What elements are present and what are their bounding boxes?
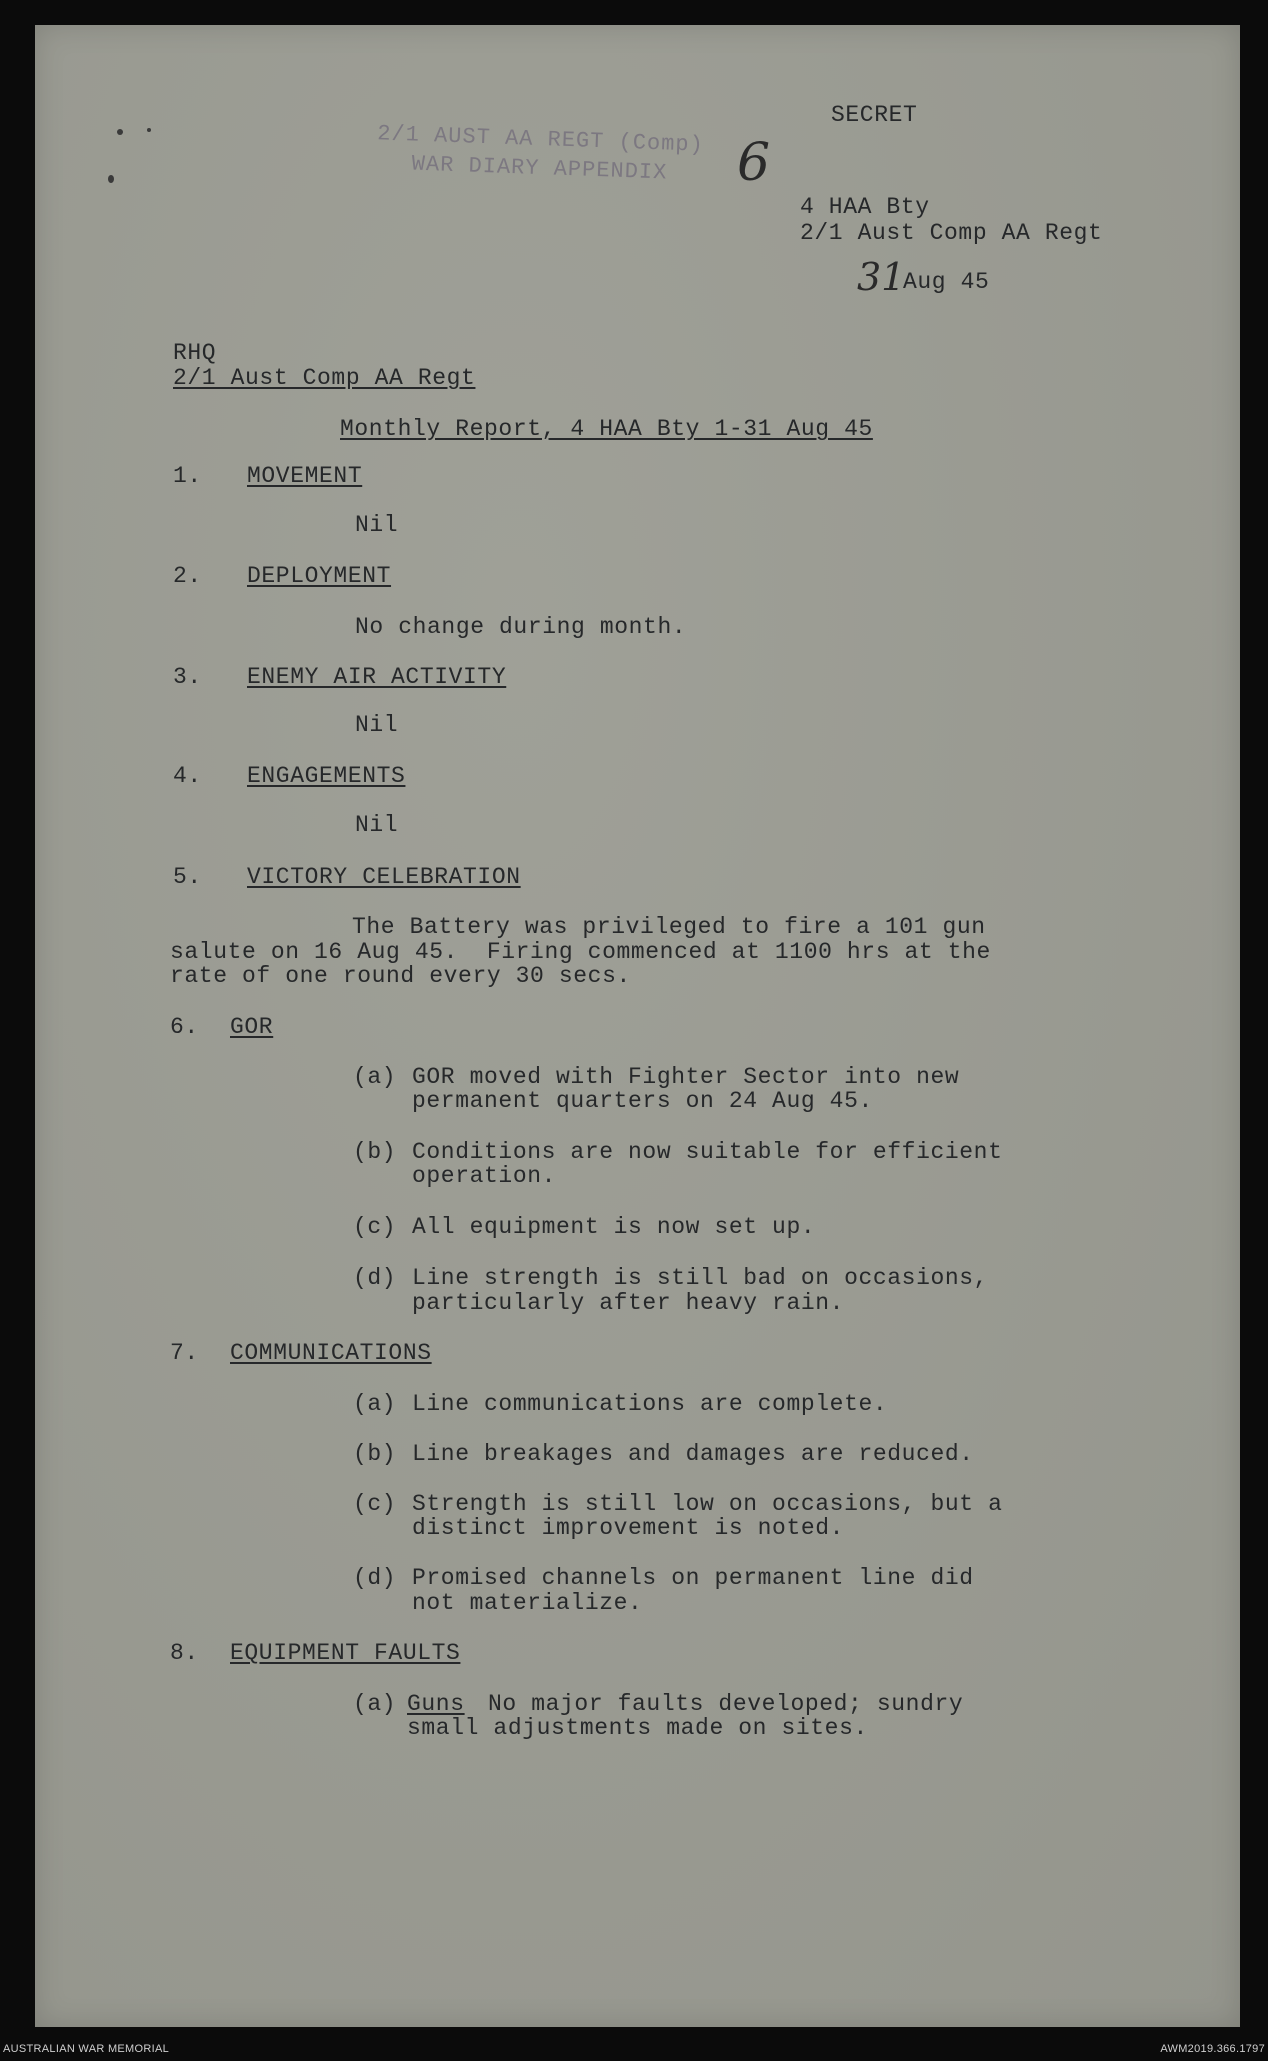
section-6-heading: GOR bbox=[230, 1014, 274, 1040]
stamp-line-1: 2/1 AUST AA REGT (Comp) bbox=[376, 121, 705, 158]
report-title: Monthly Report, 4 HAA Bty 1-31 Aug 45 bbox=[340, 416, 873, 442]
item-line: permanent quarters on 24 Aug 45. bbox=[412, 1088, 873, 1114]
section-1-heading: MOVEMENT bbox=[247, 463, 363, 489]
item-label: (c) bbox=[353, 1214, 397, 1240]
section-2-heading: DEPLOYMENT bbox=[247, 563, 392, 589]
section-2-body: No change during month. bbox=[355, 614, 687, 640]
footer-institution: AUSTRALIAN WAR MEMORIAL bbox=[3, 2043, 170, 2055]
item-label: (b) bbox=[353, 1139, 397, 1165]
from-regiment: 2/1 Aust Comp AA Regt bbox=[800, 220, 1103, 246]
handwritten-appendix-number: 6 bbox=[737, 133, 771, 193]
item-line: Promised channels on permanent line did bbox=[412, 1565, 974, 1591]
item-line: No major faults developed; sundry bbox=[488, 1691, 964, 1717]
section-7-number: 7. bbox=[170, 1340, 199, 1366]
item-line: small adjustments made on sites. bbox=[407, 1715, 868, 1741]
section-8-heading: EQUIPMENT FAULTS bbox=[230, 1640, 461, 1666]
item-line: distinct improvement is noted. bbox=[412, 1515, 845, 1541]
section-1-body: Nil bbox=[355, 512, 399, 538]
item-label: (d) bbox=[353, 1265, 397, 1291]
from-unit: 4 HAA Bty bbox=[800, 194, 930, 220]
section-4-body: Nil bbox=[355, 812, 399, 838]
section-4-number: 4. bbox=[173, 763, 202, 789]
section-3-body: Nil bbox=[355, 712, 399, 738]
item-line: Line communications are complete. bbox=[412, 1391, 888, 1417]
section-5-number: 5. bbox=[173, 864, 202, 890]
stamp-line-2: WAR DIARY APPENDIX bbox=[411, 151, 668, 186]
item-line: Line strength is still bad on occasions, bbox=[412, 1265, 989, 1291]
classification-label: SECRET bbox=[831, 102, 918, 128]
footer-accession-number: AWM2019.366.1797 bbox=[1160, 2043, 1265, 2055]
section-2-number: 2. bbox=[173, 563, 202, 589]
item-line: Line breakages and damages are reduced. bbox=[412, 1441, 974, 1467]
item-line: GOR moved with Fighter Sector into new bbox=[412, 1064, 960, 1090]
document-page bbox=[35, 25, 1240, 2027]
war-diary-stamp bbox=[339, 118, 741, 190]
section-3-number: 3. bbox=[173, 664, 202, 690]
punch-mark bbox=[108, 175, 114, 183]
addressee-line-1: RHQ bbox=[173, 340, 217, 366]
section-5-para-line: rate of one round every 30 secs. bbox=[170, 963, 631, 989]
punch-mark bbox=[117, 129, 123, 135]
item-label: (c) bbox=[353, 1491, 397, 1517]
punch-mark bbox=[147, 128, 151, 132]
item-line: not materialize. bbox=[412, 1590, 643, 1616]
item-label: (d) bbox=[353, 1565, 397, 1591]
item-label: (b) bbox=[353, 1441, 397, 1467]
section-4-heading: ENGAGEMENTS bbox=[247, 763, 406, 789]
addressee-line-2: 2/1 Aust Comp AA Regt bbox=[173, 365, 476, 391]
item-subheading: Guns bbox=[407, 1691, 465, 1717]
item-label: (a) bbox=[353, 1691, 397, 1717]
section-5-para-line: salute on 16 Aug 45. Firing commenced at 1100 hrs at the bbox=[170, 939, 991, 965]
item-line: Strength is still low on occasions, but a bbox=[412, 1491, 1003, 1517]
item-label: (a) bbox=[353, 1391, 397, 1417]
section-6-number: 6. bbox=[170, 1014, 199, 1040]
item-line: All equipment is now set up. bbox=[412, 1214, 816, 1240]
section-5-heading: VICTORY CELEBRATION bbox=[247, 864, 521, 890]
item-line: operation. bbox=[412, 1163, 557, 1189]
section-5-para-line: The Battery was privileged to fire a 101 gun bbox=[352, 914, 986, 940]
item-label: (a) bbox=[353, 1064, 397, 1090]
item-line: particularly after heavy rain. bbox=[412, 1290, 845, 1316]
section-7-heading: COMMUNICATIONS bbox=[230, 1340, 432, 1366]
date-month-year: Aug 45 bbox=[903, 269, 990, 295]
handwritten-date-day: 31 bbox=[857, 255, 906, 299]
item-line: Conditions are now suitable for efficient bbox=[412, 1139, 1003, 1165]
section-1-number: 1. bbox=[173, 463, 202, 489]
section-3-heading: ENEMY AIR ACTIVITY bbox=[247, 664, 507, 690]
section-8-number: 8. bbox=[170, 1640, 199, 1666]
